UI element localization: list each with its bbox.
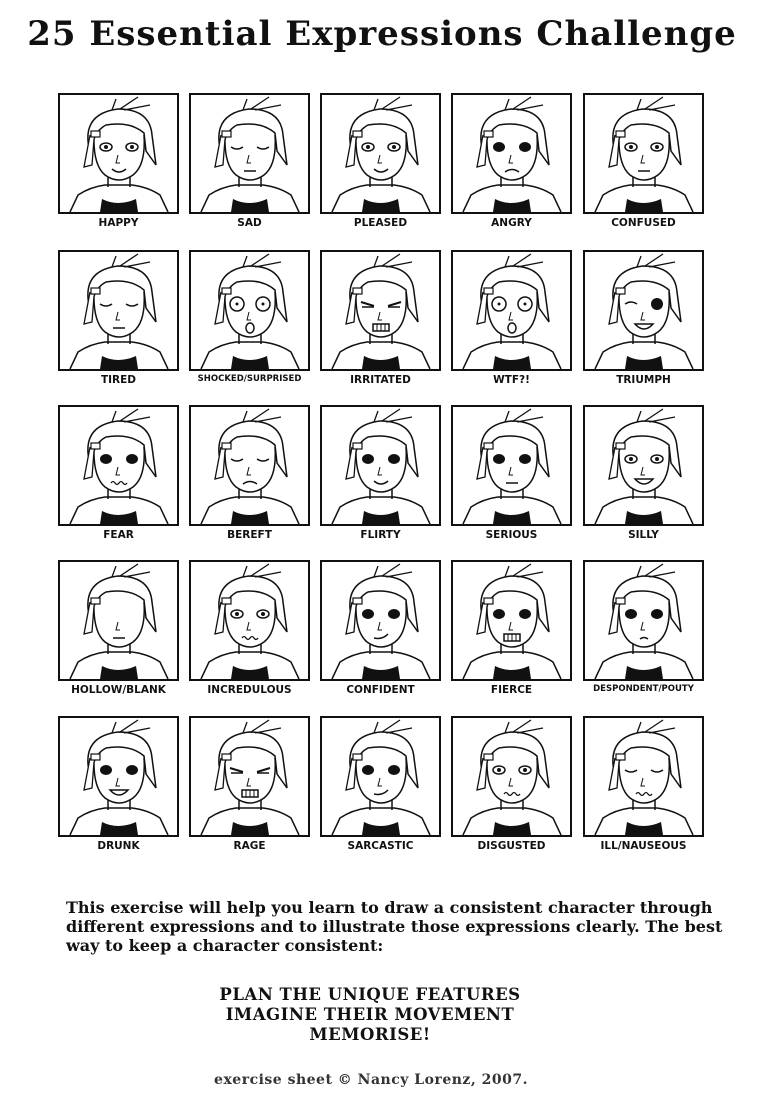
expression-label: DRUNK (97, 840, 140, 852)
triumph-face-icon (583, 250, 704, 371)
tired-face-icon (58, 250, 179, 371)
expression-label: CONFUSED (611, 217, 676, 229)
expression-label: FIERCE (490, 684, 533, 696)
expression-label: SILLY (628, 529, 659, 541)
expression-panel (189, 93, 310, 233)
expression-label: SAD (237, 217, 262, 229)
happy-face-icon (58, 93, 179, 214)
expression-panel (189, 716, 310, 856)
rule-item: PLAN THE UNIQUE FEATURES (219, 985, 521, 1004)
irritated-face-icon (320, 250, 441, 371)
expression-panel (451, 93, 572, 233)
expression-label: TRIUMPH (616, 374, 671, 386)
expression-label: IRRITATED (350, 374, 411, 386)
bereft-face-icon (189, 405, 310, 526)
expression-panel (451, 560, 572, 700)
expression-panel (58, 716, 179, 856)
rule-item: MEMORISE! (309, 1025, 431, 1044)
expression-panel (189, 560, 310, 700)
expression-panel (58, 93, 179, 233)
flirty-face-icon (320, 405, 441, 526)
rage-face-icon (189, 716, 310, 837)
fear-face-icon (58, 405, 179, 526)
shocked-face-icon (189, 250, 310, 371)
fierce-face-icon (451, 560, 572, 681)
pleased-face-icon (320, 93, 441, 214)
expression-panel (320, 560, 441, 700)
disgusted-face-icon (451, 716, 572, 837)
expression-panel (58, 405, 179, 545)
expression-label: RAGE (233, 840, 266, 852)
copyright-footer: exercise sheet © Nancy Lorenz, 2007. (214, 1072, 528, 1088)
expression-label: ANGRY (491, 217, 532, 229)
expression-label: SARCASTIC (347, 840, 414, 852)
sarcastic-face-icon (320, 716, 441, 837)
expression-label: TIRED (100, 374, 137, 386)
expression-panel (320, 716, 441, 856)
expression-panel (451, 405, 572, 545)
description-text: This exercise will help you learn to draw a consistent character through different expressions and to illustrate those expressions clearly. The best way to keep a character consistent: (66, 898, 723, 955)
expression-label: FLIRTY (360, 529, 401, 541)
blank-face-icon (58, 560, 179, 681)
drunk-face-icon (58, 716, 179, 837)
confident-face-icon (320, 560, 441, 681)
incredulous-face-icon (189, 560, 310, 681)
expression-label: HAPPY (98, 217, 139, 229)
confused-face-icon (583, 93, 704, 214)
expression-label: SHOCKED/SURPRISED (197, 374, 302, 384)
wtf-face-icon (451, 250, 572, 371)
silly-face-icon (583, 405, 704, 526)
expression-panel (58, 250, 179, 390)
serious-face-icon (451, 405, 572, 526)
expression-panel (451, 250, 572, 390)
expression-label: HOLLOW/BLANK (71, 684, 166, 696)
expression-panel (320, 93, 441, 233)
expression-label: DESPONDENT/POUTY (593, 684, 694, 694)
expression-panel (583, 250, 704, 390)
nauseous-face-icon (583, 716, 704, 837)
expression-panel (58, 560, 179, 700)
angry-face-icon (451, 93, 572, 214)
expression-panel (320, 405, 441, 545)
expression-panel (583, 405, 704, 545)
expression-label: SERIOUS (485, 529, 538, 541)
expression-panel (320, 250, 441, 390)
expression-label: WTF?! (493, 374, 530, 386)
expression-panel (583, 560, 704, 700)
expression-panel (451, 716, 572, 856)
expression-panel (583, 716, 704, 856)
expression-label: ILL/NAUSEOUS (600, 840, 687, 852)
expression-panel (189, 405, 310, 545)
expression-panel (583, 93, 704, 233)
rules-list (0, 985, 740, 1045)
pouty-face-icon (583, 560, 704, 681)
expression-label: FEAR (103, 529, 134, 541)
expression-label: INCREDULOUS (207, 684, 292, 696)
page-title: 25 Essential Expressions Challenge (27, 14, 737, 54)
expression-label: BEREFT (227, 529, 272, 541)
expression-label: PLEASED (353, 217, 408, 229)
sad-face-icon (189, 93, 310, 214)
expression-label: CONFIDENT (346, 684, 415, 696)
expression-label: DISGUSTED (477, 840, 546, 852)
expression-panel (189, 250, 310, 390)
rule-item: IMAGINE THEIR MOVEMENT (225, 1005, 515, 1024)
